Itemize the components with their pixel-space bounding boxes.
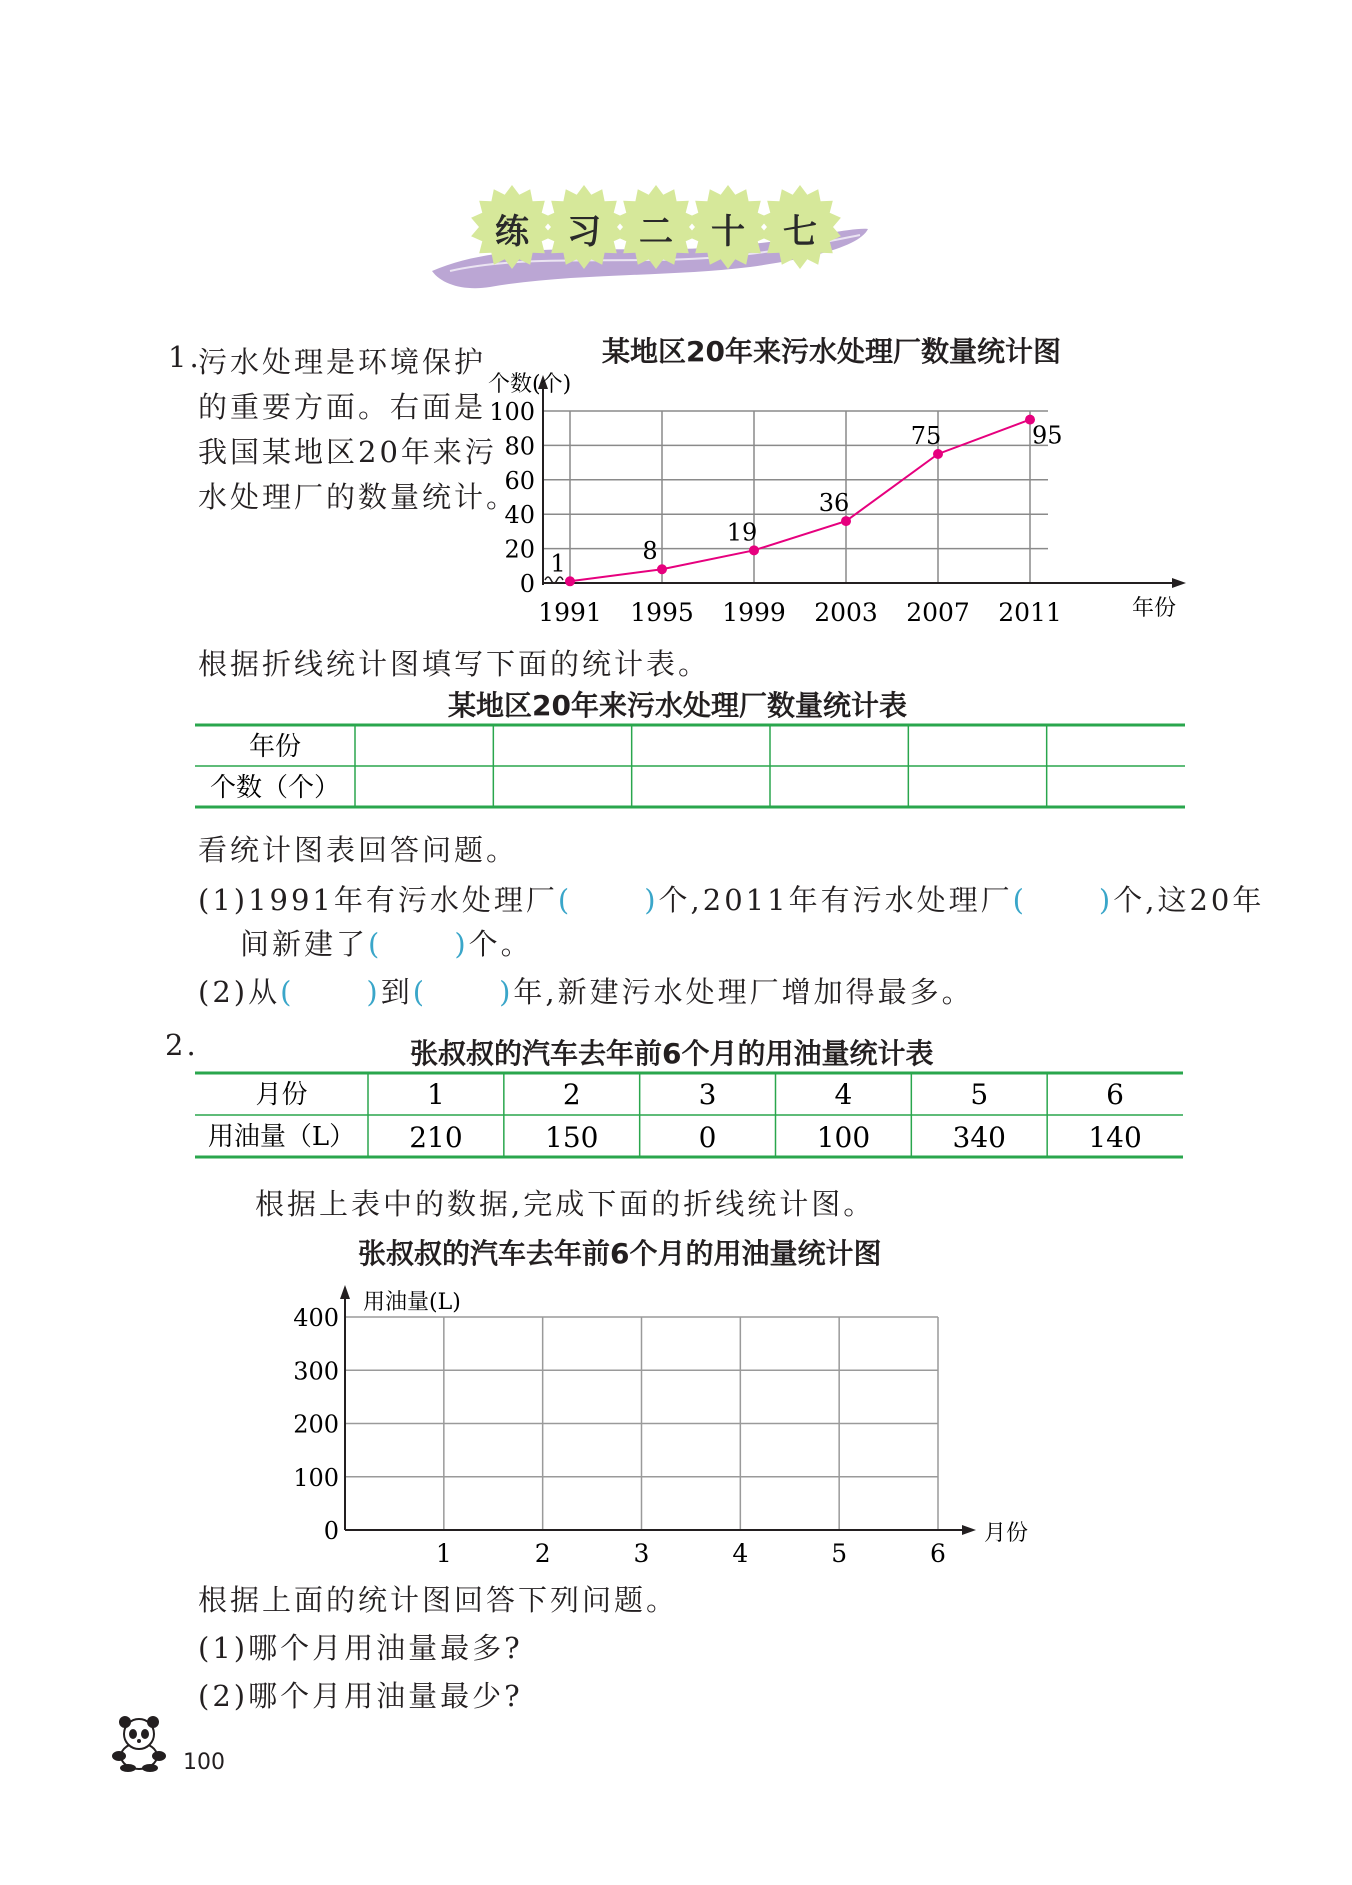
table-value-cell: 340: [952, 1121, 1006, 1154]
table-value-cell: 150: [545, 1121, 599, 1154]
data-label: 95: [1032, 421, 1063, 450]
table-month-cell: 1: [427, 1078, 445, 1111]
q1-sub2-text-b: 到: [380, 975, 413, 1009]
y-tick-label: 100: [293, 1463, 339, 1492]
table-value-cell: 210: [409, 1121, 463, 1154]
q1-sub1-blank1-open: (: [557, 883, 573, 917]
q1-fill-instruction: 根据折线统计图填写下面的统计表。: [198, 647, 711, 681]
q1-sub1-text-b: 个,2011年有污水处理厂: [658, 883, 1013, 917]
x-tick-label: 1999: [722, 598, 786, 627]
q1-intro-line-3: 我国某地区20年来污: [198, 435, 497, 469]
q1-sub1-line1: [198, 878, 1264, 919]
table-row-label: 个数（个）: [209, 773, 341, 803]
data-label: 1: [550, 549, 566, 578]
data-label: 8: [642, 537, 658, 566]
q2-number: 2.: [165, 1028, 199, 1062]
x-tick-label: 3: [633, 1539, 650, 1568]
y-tick-label: 60: [504, 466, 535, 495]
y-tick-label: 400: [293, 1304, 339, 1332]
y-tick-label: 0: [519, 570, 535, 598]
x-tick-label: 2007: [906, 598, 970, 627]
table-value-cell: 0: [698, 1121, 717, 1154]
q2-table: [195, 1070, 1195, 1162]
q1-sub1-blank2-open: (: [1012, 883, 1027, 917]
table-row-label: 年份: [248, 732, 302, 762]
table-month-cell: 3: [698, 1078, 717, 1111]
y-tick-label: 100: [489, 398, 535, 426]
q1-table: [195, 722, 1195, 812]
q1-table-title: 某地区20年来污水处理厂数量统计表: [448, 689, 907, 722]
q1-questions-intro: 看统计图表回答问题。: [198, 833, 519, 867]
panda-mascot-icon: [108, 1712, 170, 1772]
x-tick-label: 1991: [538, 598, 602, 627]
q1-sub2-blank2-open: (: [412, 975, 428, 1009]
data-point: [841, 516, 851, 526]
chart1: [480, 365, 1200, 630]
chart1-title: 某地区20年来污水处理厂数量统计图: [602, 335, 1061, 368]
y-tick-label: 0: [323, 1517, 339, 1545]
page-number: 100: [183, 1750, 225, 1775]
data-point: [657, 564, 667, 574]
y-tick-label: 300: [293, 1357, 339, 1386]
x-tick-label: 1995: [630, 598, 694, 627]
q1-sub1-text-e: 个。: [468, 927, 533, 961]
table-month-cell: 2: [562, 1078, 581, 1111]
table-month-cell: 4: [834, 1078, 853, 1111]
q1-sub1-blank3-open: (: [368, 927, 383, 961]
q2-table-title: 张叔叔的汽车去年前6个月的用油量统计表: [410, 1037, 934, 1070]
y-tick-label: 40: [504, 501, 535, 530]
title-char: 十: [711, 212, 745, 252]
q1-sub1-blank3-close: ): [454, 927, 469, 961]
exercise-header: [420, 175, 880, 305]
x-axis-label: 年份: [1132, 596, 1177, 621]
table-month-cell: 5: [970, 1078, 989, 1111]
x-tick-label: 2: [534, 1539, 551, 1568]
q2-question-b: (2)哪个月用油量最少?: [198, 1679, 523, 1713]
table-value-cell: 140: [1088, 1121, 1142, 1154]
q1-sub2-text-c: 年,新建污水处理厂增加得最多。: [513, 975, 974, 1009]
data-point: [565, 576, 575, 586]
q1-sub2-blank2-close: ): [499, 975, 514, 1009]
title-char: 练: [495, 212, 529, 252]
y-tick-label: 80: [504, 432, 535, 461]
q1-sub1-blank2-close: ): [1098, 883, 1114, 917]
title-char: 习: [567, 212, 601, 252]
q1-intro-line-1: 污水处理是环境保护: [198, 345, 487, 379]
data-point: [933, 449, 943, 459]
table-header-label: 月份: [255, 1080, 308, 1110]
x-axis-arrow: [1172, 578, 1186, 588]
x-tick-label: 2003: [814, 598, 878, 627]
q2-instruction: 根据上表中的数据,完成下面的折线统计图。: [255, 1187, 876, 1221]
q1-number: 1.: [168, 340, 202, 374]
y-axis-label: 用油量(L): [363, 1290, 461, 1315]
q2-answer-intro: 根据上面的统计图回答下列问题。: [198, 1583, 679, 1617]
y-axis-arrow: [340, 1285, 350, 1299]
q1-sub1-text-d: 间新建了: [240, 927, 369, 961]
y-tick-label: 200: [293, 1410, 339, 1439]
q1-sub2-blank1-close: ): [366, 975, 381, 1009]
data-label: 36: [818, 489, 850, 518]
x-axis-arrow: [962, 1525, 976, 1535]
x-axis-label: 月份: [984, 1521, 1029, 1546]
x-tick-label: 1: [435, 1539, 452, 1568]
q1-sub2: [198, 970, 974, 1011]
x-tick-label: 5: [831, 1539, 848, 1568]
x-tick-label: 4: [732, 1539, 749, 1568]
q1-sub1-line2: [240, 922, 533, 963]
series-line: [570, 420, 1030, 582]
table-row-label: 用油量（L）: [207, 1122, 356, 1152]
q1-sub1-text-c: 个,这20年: [1113, 883, 1265, 917]
chart2-title: 张叔叔的汽车去年前6个月的用油量统计图: [358, 1237, 882, 1270]
x-tick-label: 2011: [998, 598, 1062, 627]
q1-sub1-text-a: (1)1991年有污水处理厂: [198, 883, 558, 917]
y-tick-label: 20: [504, 535, 535, 564]
y-axis-label: 个数(个): [488, 372, 572, 397]
q1-sub1-blank1-close: ): [644, 883, 659, 917]
data-point: [749, 545, 759, 555]
q1-sub2-text-a: (2)从: [198, 975, 281, 1009]
q1-sub2-blank1-open: (: [280, 975, 295, 1009]
q2-question-a: (1)哪个月用油量最多?: [198, 1631, 523, 1665]
table-month-cell: 6: [1106, 1078, 1124, 1111]
x-tick-label: 6: [930, 1539, 946, 1568]
q1-intro-line-2: 的重要方面。右面是: [198, 390, 487, 424]
q1-intro-line-4: 水处理厂的数量统计。: [198, 480, 519, 514]
title-char: 七: [783, 212, 817, 252]
table-value-cell: 100: [816, 1121, 871, 1154]
data-label: 19: [726, 518, 758, 547]
data-label: 75: [910, 422, 942, 450]
title-char: 二: [639, 212, 673, 252]
chart2[interactable]: [280, 1275, 1060, 1575]
